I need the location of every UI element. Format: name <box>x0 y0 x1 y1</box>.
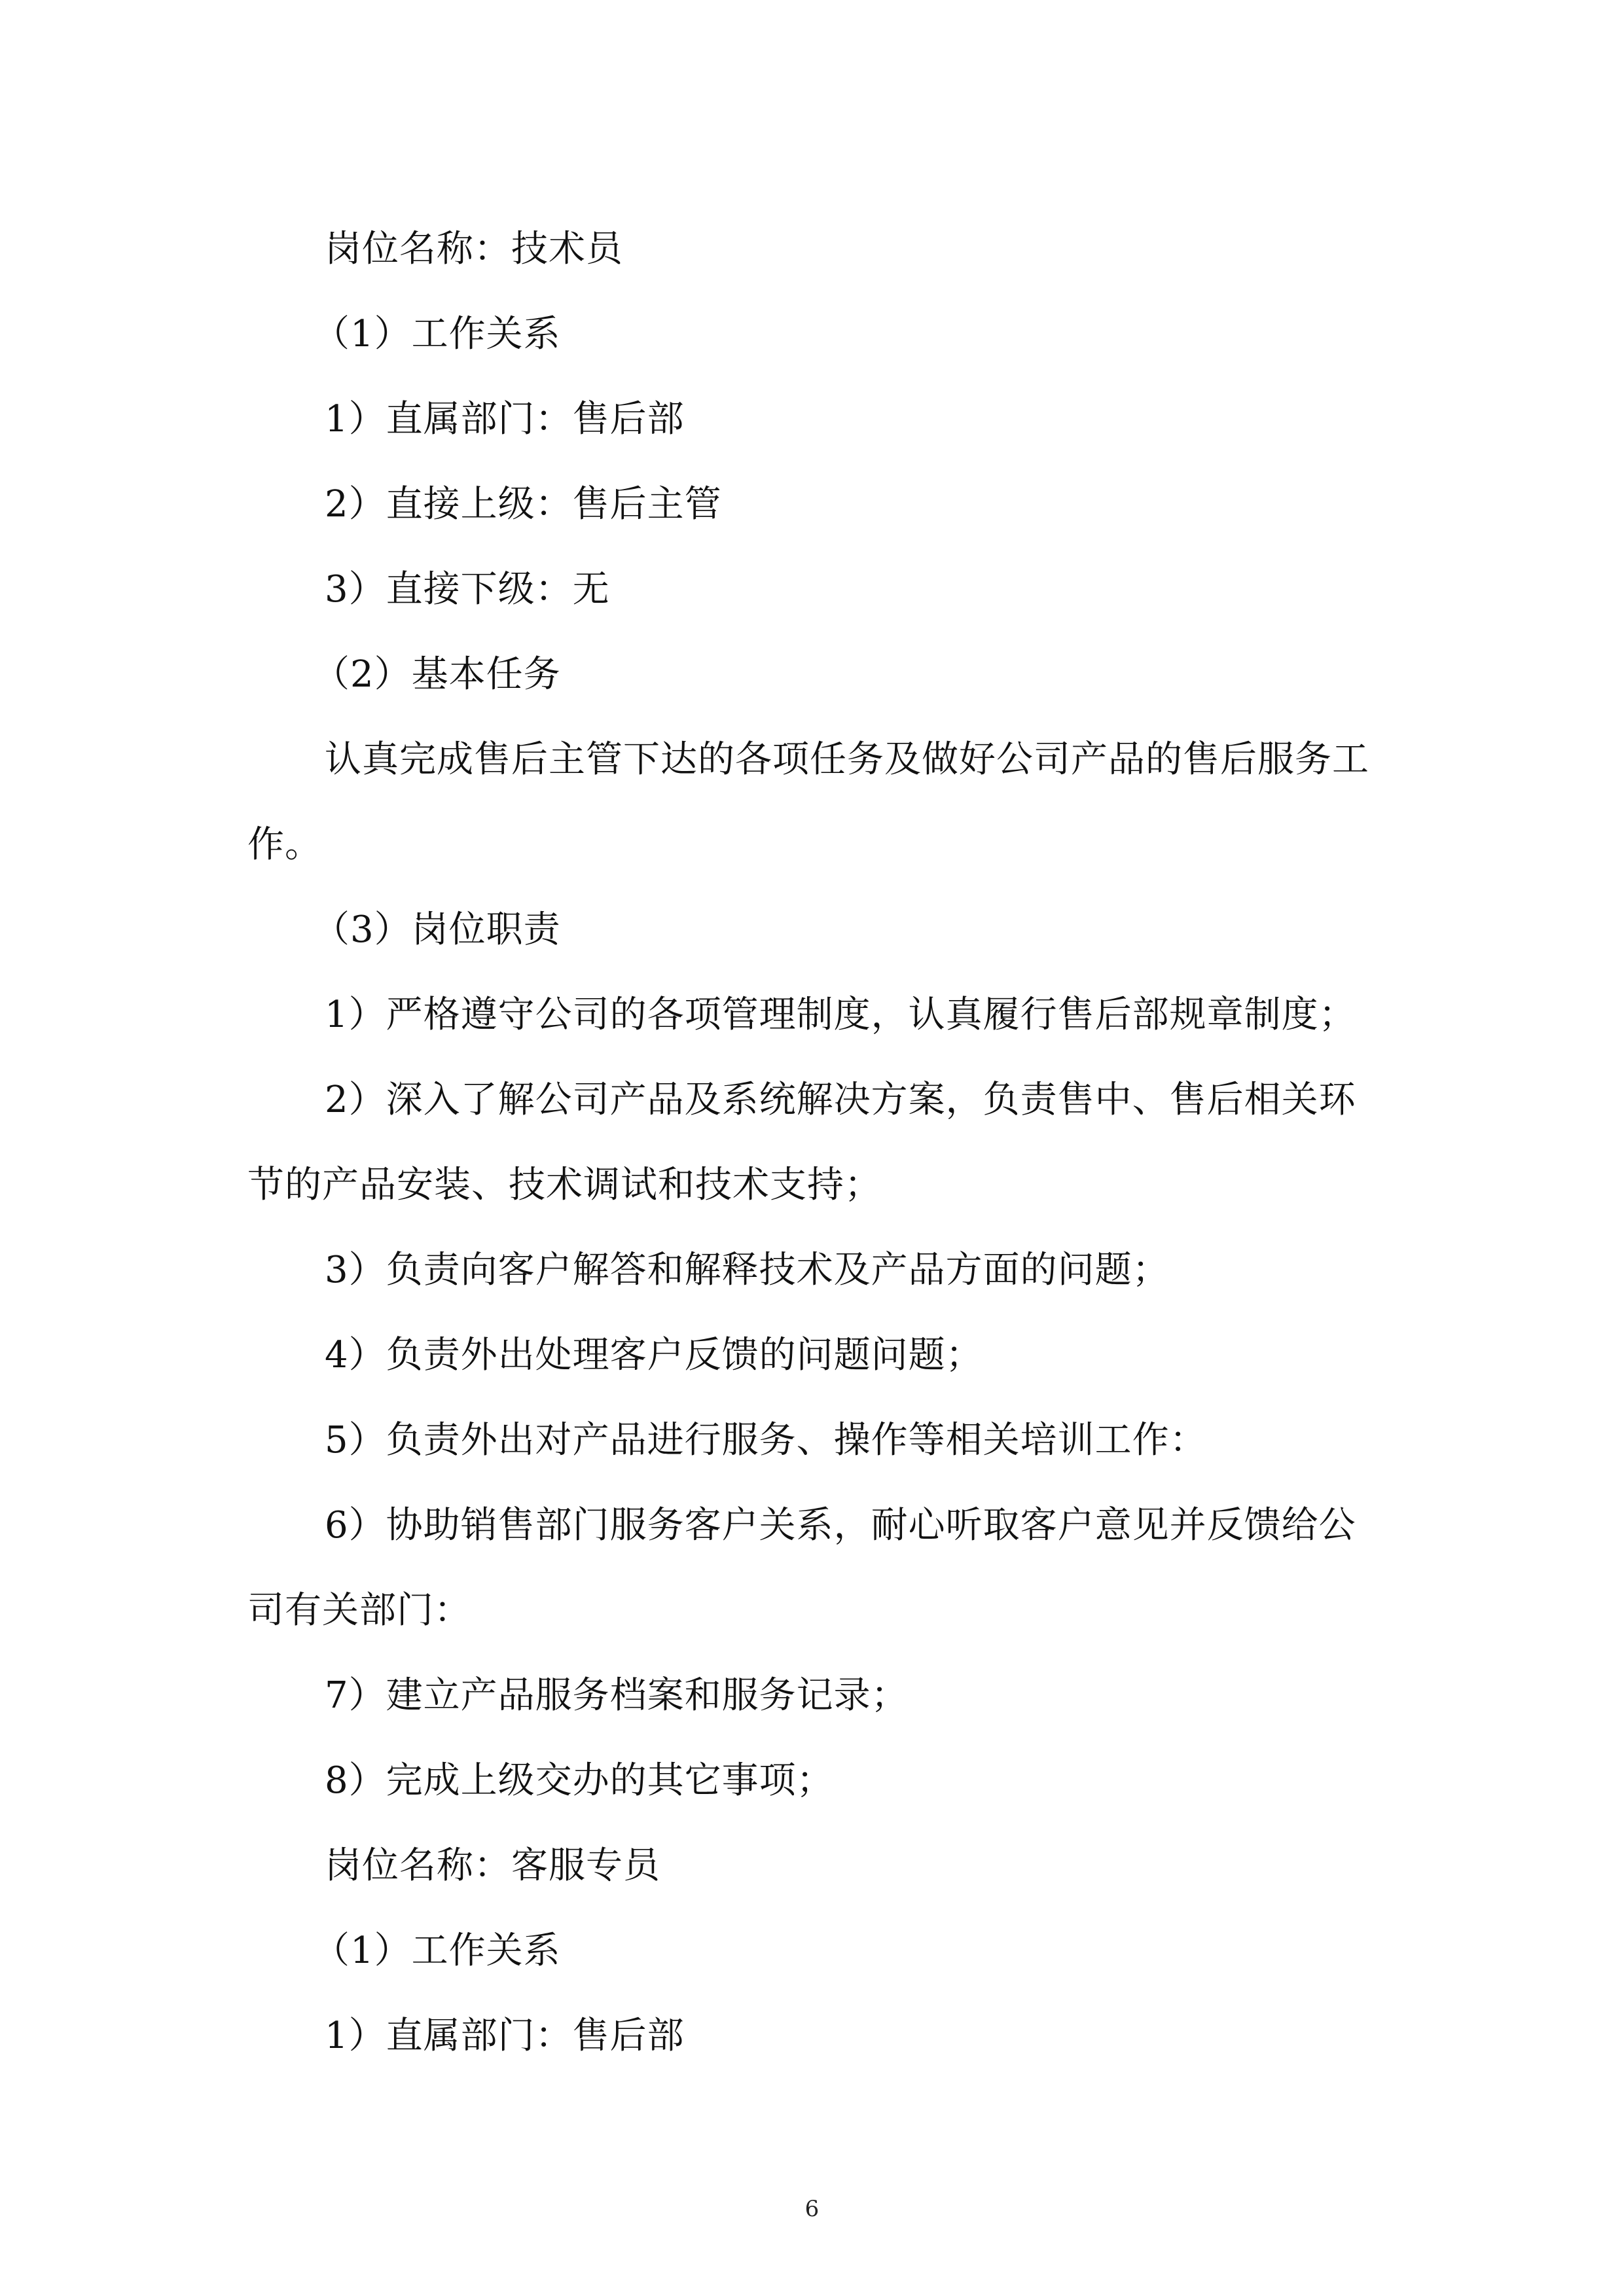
heading-position-customer-service: 岗位名称：客服专员 <box>325 1844 660 1887</box>
list-item: 8）完成上级交办的其它事项； <box>325 1759 834 1802</box>
list-item: 2）直接上级：售后主管 <box>325 483 722 526</box>
list-item: 4）负责外出处理客户反馈的问题问题； <box>325 1334 983 1376</box>
section-work-relations: （1）工作关系 <box>313 1929 561 1972</box>
list-item: 1）直属部门：售后部 <box>325 398 685 440</box>
section-duties: （3）岗位职责 <box>313 908 561 951</box>
section-basic-tasks: （2）基本任务 <box>313 653 561 696</box>
list-item: 1）严格遵守公司的各项管理制度，认真履行售后部规章制度； <box>325 994 1356 1036</box>
list-item: 5）负责外出对产品进行服务、操作等相关培训工作： <box>325 1419 1207 1462</box>
section-work-relations: （1）工作关系 <box>313 313 561 355</box>
list-item: 3）直接下级：无 <box>325 568 610 611</box>
list-item: 7）建立产品服务档案和服务记录； <box>325 1674 909 1717</box>
list-item: 2）深入了解公司产品及系统解决方案，负责售中、售后相关环节的产品安装、技术调试和技术支持； <box>247 1079 1356 1206</box>
list-item: 3）负责向客户解答和解释技术及产品方面的问题； <box>325 1249 1170 1291</box>
document-body <box>247 207 1386 2079</box>
paragraph-basic-tasks: 认真完成售后主管下达的各项任务及做好公司产品的售后服务工作。 <box>247 738 1369 866</box>
list-item: 1）直属部门：售后部 <box>325 2015 685 2057</box>
list-item: 6）协助销售部门服务客户关系，耐心听取客户意见并反馈给公司有关部门： <box>247 1504 1356 1632</box>
page-number: 6 <box>804 2196 820 2222</box>
heading-position-technician: 岗位名称：技术员 <box>325 228 623 270</box>
